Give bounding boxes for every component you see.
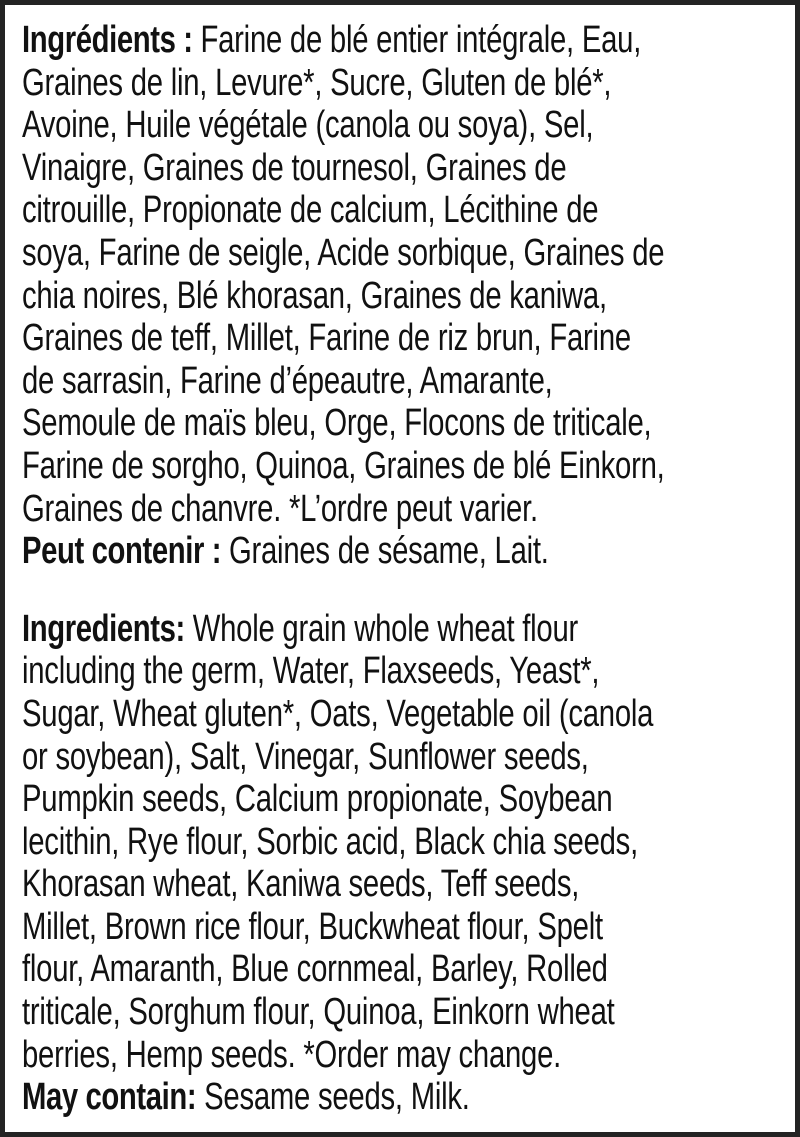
english-allergen-line: [22, 1076, 792, 1119]
english-allergen-text: Sesame seeds, Milk.: [204, 1076, 470, 1119]
english-allergen-heading: May contain:: [22, 1076, 197, 1119]
french-ingredients-line: Graines de lin, Levure*, Sucre, Gluten de blé*,: [22, 61, 612, 104]
english-ingredients-line: Pumpkin seeds, Calcium propionate, Soybean: [22, 778, 613, 821]
french-allergen-line: [22, 530, 792, 573]
french-ingredients-line: Graines de chanvre. *L’ordre peut varier.: [22, 487, 538, 530]
english-ingredients-heading: Ingredients:: [22, 607, 185, 650]
french-ingredients-line: citrouille, Propionate de calcium, Lécithine de: [22, 189, 599, 232]
french-ingredients-line: Farine de sorgho, Quinoa, Graines de blé Einkorn,: [22, 444, 665, 487]
french-ingredients-line: chia noires, Blé khorasan, Graines de kaniwa,: [22, 274, 607, 317]
french-allergen-heading: Peut contenir :: [22, 530, 222, 573]
english-ingredients-line: Ingredients: Whole grain whole wheat flour: [22, 607, 579, 650]
english-ingredients-line: Millet, Brown rice flour, Buckwheat flour, Spelt: [22, 905, 603, 948]
french-allergen-text: Graines de sésame, Lait.: [228, 530, 549, 573]
english-ingredients-line: including the germ, Water, Flaxseeds, Yeast*,: [22, 650, 600, 693]
english-ingredients-section: [22, 608, 792, 1119]
english-ingredients-line: Khorasan wheat, Kaniwa seeds, Teff seeds,: [22, 863, 580, 906]
french-ingredients-line: Semoule de maïs bleu, Orge, Flocons de triticale,: [22, 402, 652, 445]
english-ingredients-line: lecithin, Rye flour, Sorbic acid, Black chia seeds,: [22, 820, 638, 863]
english-ingredients-line: triticale, Sorghum flour, Quinoa, Einkorn wheat: [22, 991, 615, 1034]
english-ingredients-line: berries, Hemp seeds. *Order may change.: [22, 1033, 562, 1076]
french-ingredients-line: Ingrédients : Farine de blé entier intégrale, Eau,: [22, 19, 642, 61]
section-divider-space: [22, 573, 795, 608]
french-ingredients-line: soya, Farine de seigle, Acide sorbique, Graines de: [22, 231, 665, 274]
french-ingredients-section: [22, 19, 792, 573]
french-ingredients-line: Vinaigre, Graines de tournesol, Graines de: [22, 146, 567, 189]
french-ingredients-heading: Ingrédients :: [22, 19, 193, 61]
english-ingredients-line: Sugar, Wheat gluten*, Oats, Vegetable oil (canola: [22, 692, 654, 735]
english-ingredients-line: flour, Amaranth, Blue cornmeal, Barley, Rolled: [22, 948, 608, 991]
french-ingredients-line: Avoine, Huile végétale (canola ou soya), Sel,: [22, 104, 594, 147]
french-ingredients-line: Graines de teff, Millet, Farine de riz brun, Farine: [22, 317, 631, 360]
english-ingredients-line: or soybean), Salt, Vinegar, Sunflower seeds,: [22, 735, 589, 778]
french-ingredients-line: de sarrasin, Farine d’épeautre, Amarante,: [22, 359, 553, 402]
